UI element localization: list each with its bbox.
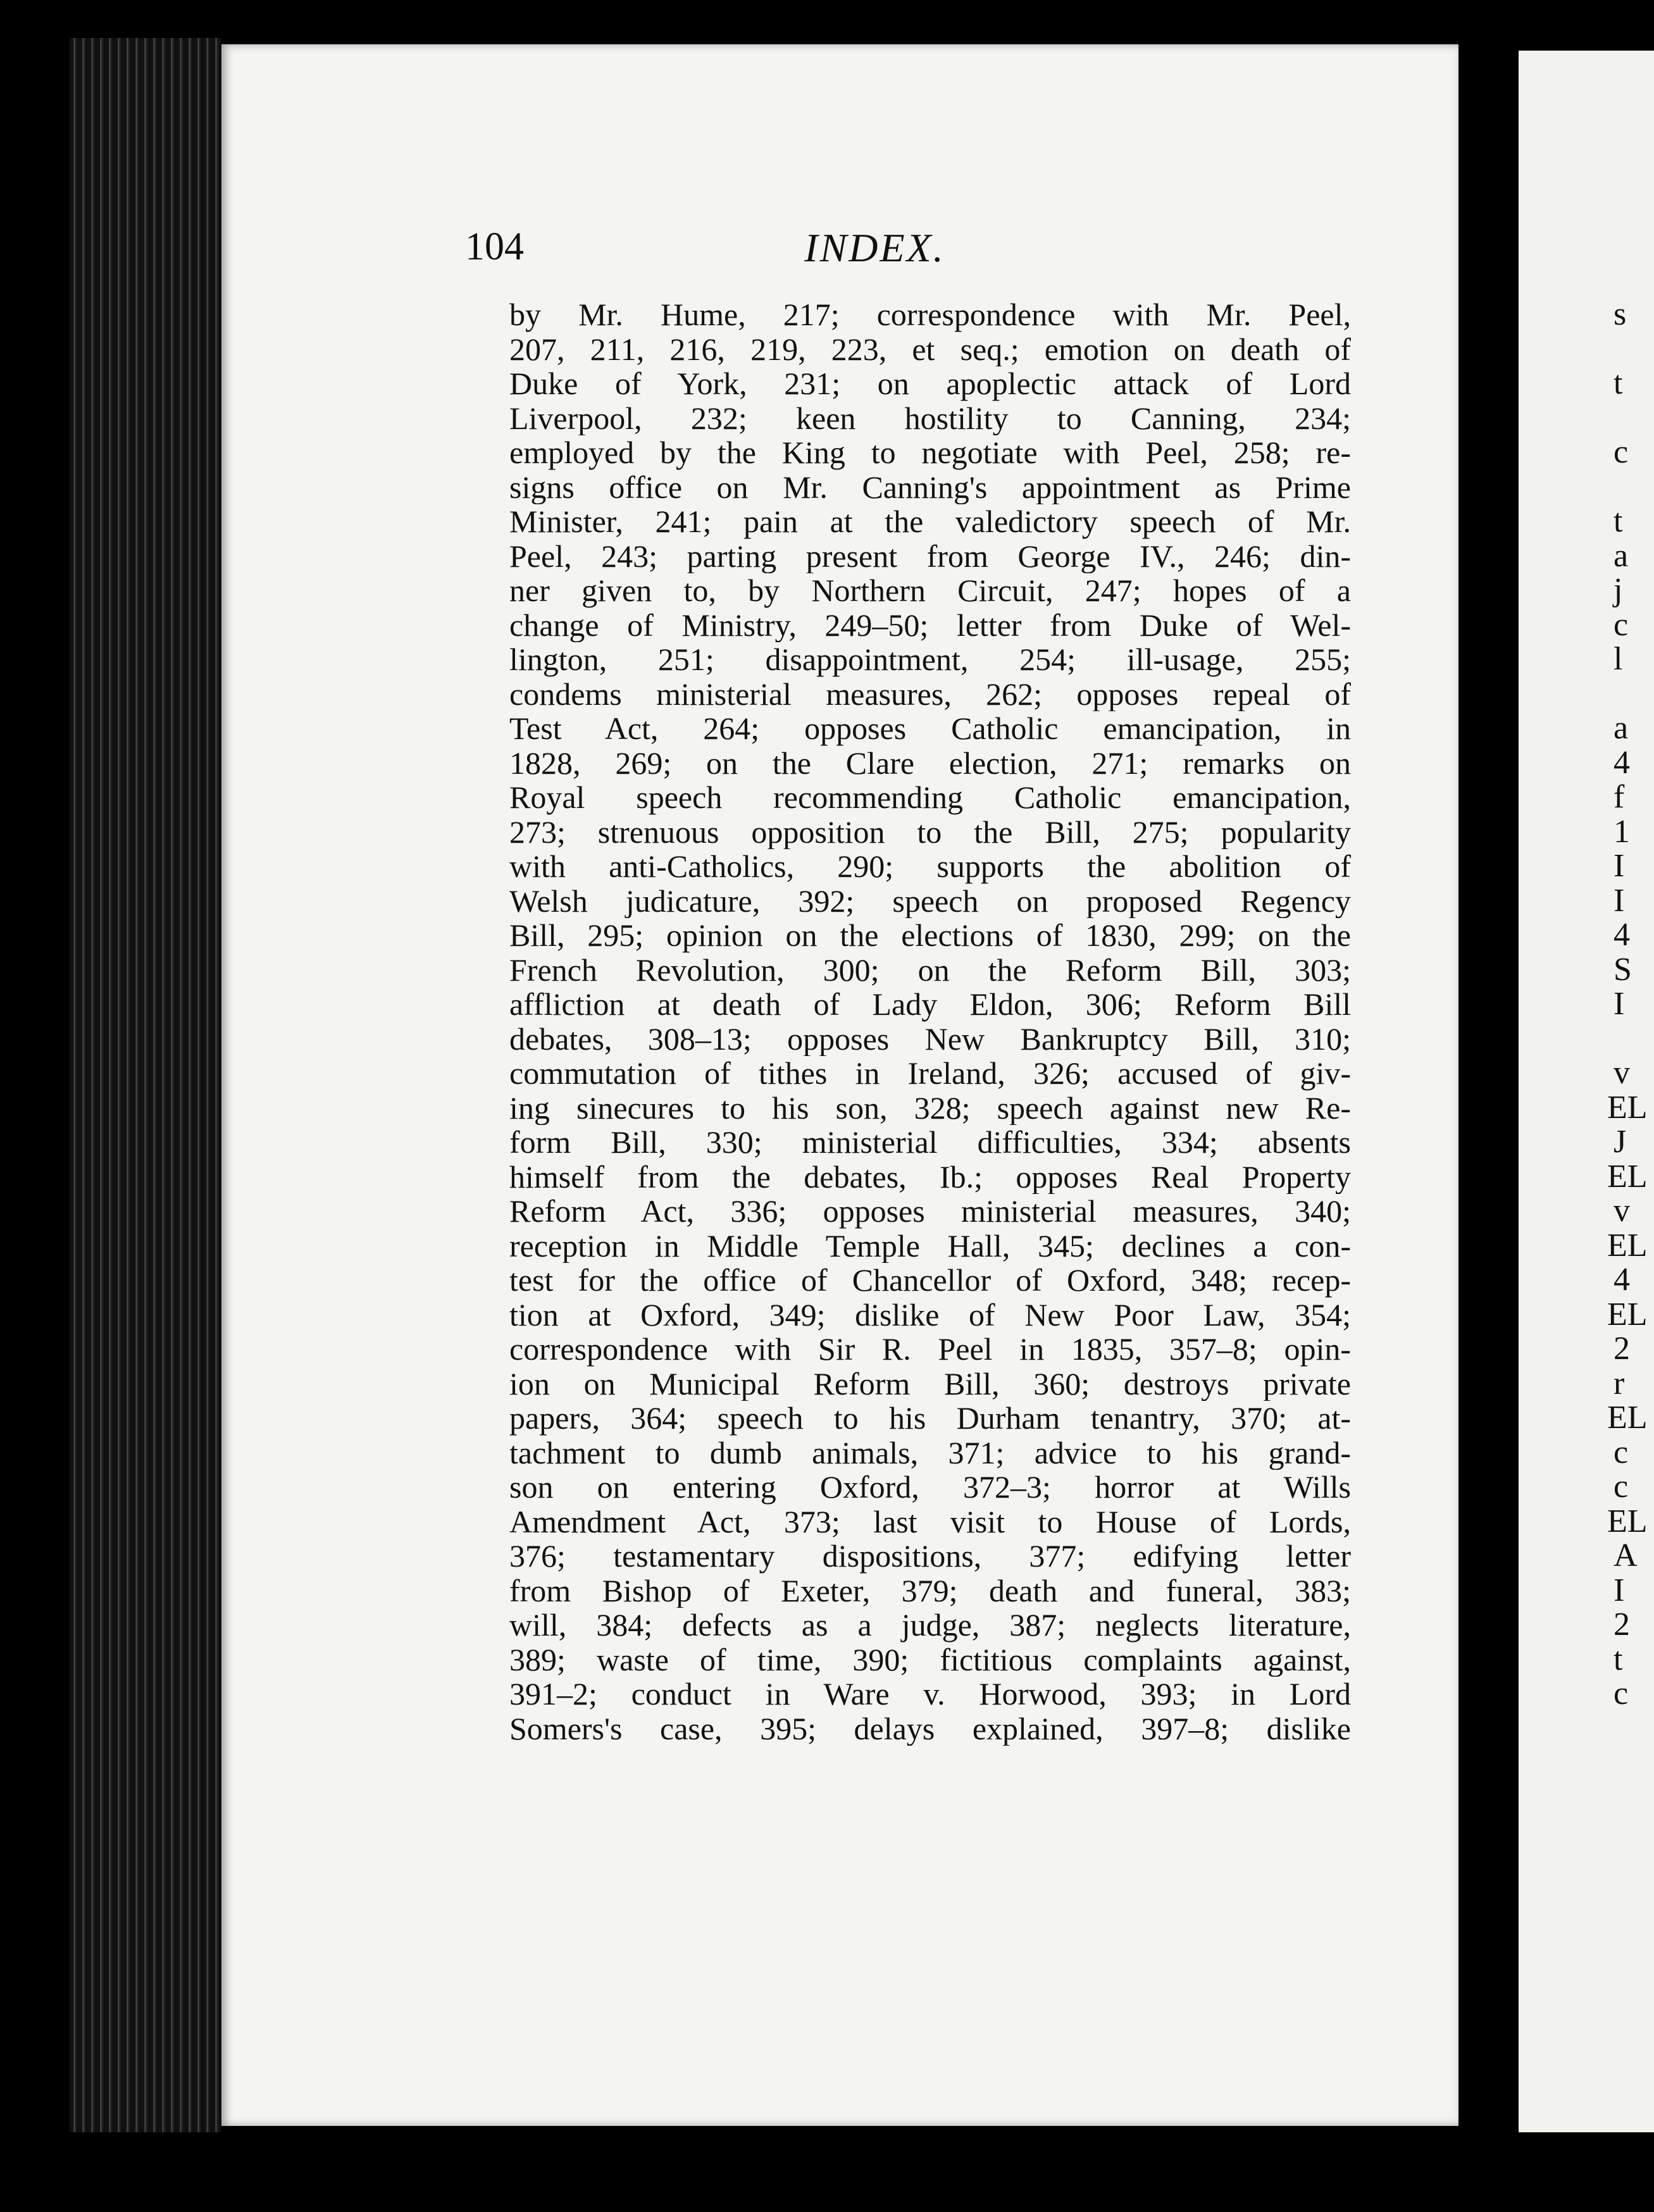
index-entry-text [509, 297, 1351, 1746]
facing-page-fragment: EL [1607, 1089, 1648, 1126]
facing-page-fragment: t [1614, 1641, 1623, 1677]
text-line: with anti-Catholics, 290; supports the abolition of [509, 849, 1351, 884]
facing-page-fragment: t [1614, 365, 1623, 401]
facing-page-fragment: EL [1607, 1227, 1648, 1264]
facing-page-fragment: s [1614, 296, 1627, 332]
text-line: Bill, 295; opinion on the elections of 1830, 299; on the [509, 918, 1351, 953]
page-number: 104 [465, 225, 524, 268]
running-head: INDEX. [804, 225, 945, 270]
text-line: employed by the King to negotiate with Peel, 258; re- [509, 435, 1351, 470]
text-line: ing sinecures to his son, 328; speech against new Re- [509, 1090, 1351, 1125]
text-line: Liverpool, 232; keen hostility to Canning, 234; [509, 401, 1351, 435]
text-line: signs office on Mr. Canning's appointment as Prime [509, 469, 1351, 504]
facing-page-fragment: A [1614, 1538, 1638, 1574]
text-line: form Bill, 330; ministerial difficulties, 334; absents [509, 1125, 1351, 1160]
facing-page-fragment: EL [1607, 1400, 1648, 1436]
facing-page-fragment: a [1614, 710, 1629, 746]
facing-page-fragment: I [1614, 882, 1625, 919]
facing-page-fragment: c [1614, 434, 1629, 470]
text-line: 1828, 269; on the Clare election, 271; remarks on [509, 745, 1351, 780]
facing-page-fragment: EL [1607, 1158, 1648, 1195]
text-line: reception in Middle Temple Hall, 345; declines a con- [509, 1228, 1351, 1263]
text-line: 389; waste of time, 390; fictitious complaints against, [509, 1642, 1351, 1677]
facing-page-fragment: I [1614, 1572, 1625, 1608]
text-line: Amendment Act, 373; last visit to House of Lords, [509, 1504, 1351, 1539]
page-header [221, 225, 1458, 294]
facing-page-fragment: I [1614, 986, 1625, 1022]
facing-page-fragment: f [1614, 779, 1625, 815]
facing-page-fragment: 2 [1614, 1606, 1630, 1643]
text-line: 376; testamentary dispositions, 377; edifying letter [509, 1539, 1351, 1574]
facing-page-fragment: 4 [1614, 1262, 1630, 1298]
text-line: Welsh judicature, 392; speech on proposed Regency [509, 883, 1351, 918]
facing-page-fragment: t [1614, 503, 1623, 539]
facing-page-fragment: c [1614, 1434, 1629, 1470]
text-line: lington, 251; disappointment, 254; ill-usage, 255; [509, 642, 1351, 677]
text-line: Royal speech recommending Catholic emancipation, [509, 780, 1351, 815]
facing-page-fragment: v [1614, 1055, 1630, 1091]
facing-page-fragment: j [1614, 572, 1623, 608]
text-line: Peel, 243; parting present from George IV., 246; din- [509, 538, 1351, 573]
text-line: Minister, 241; pain at the valedictory speech of Mr. [509, 504, 1351, 539]
text-line: condems ministerial measures, 262; opposes repeal of [509, 676, 1351, 711]
text-line: himself from the debates, Ib.; opposes Real Property [509, 1159, 1351, 1194]
facing-page-fragment: J [1614, 1124, 1627, 1160]
text-line: ion on Municipal Reform Bill, 360; destroys private [509, 1366, 1351, 1401]
text-line: 207, 211, 216, 219, 223, et seq.; emotion on death of [509, 332, 1351, 366]
facing-page-fragment: 1 [1614, 813, 1630, 850]
text-line: Somers's case, 395; delays explained, 397–8; dislike [509, 1711, 1351, 1746]
text-line: 273; strenuous opposition to the Bill, 275; popularity [509, 814, 1351, 849]
text-line: affliction at death of Lady Eldon, 306; Reform Bill [509, 987, 1351, 1022]
facing-page-fragment: 2 [1614, 1331, 1630, 1367]
text-line: tion at Oxford, 349; dislike of New Poor Law, 354; [509, 1297, 1351, 1332]
text-line: tachment to dumb animals, 371; advice to his grand- [509, 1435, 1351, 1470]
facing-page-fragment: EL [1607, 1296, 1648, 1333]
facing-page-fragment: a [1614, 537, 1629, 574]
facing-page-fragment: v [1614, 1193, 1630, 1229]
facing-page-fragment: r [1614, 1365, 1625, 1401]
facing-page [1519, 51, 1654, 2132]
text-line: debates, 308–13; opposes New Bankruptcy Bill, 310; [509, 1021, 1351, 1056]
facing-page-fragment: S [1614, 951, 1632, 988]
text-line: will, 384; defects as a judge, 387; neglects literature, [509, 1608, 1351, 1643]
text-line: son on entering Oxford, 372–3; horror at Wills [509, 1470, 1351, 1505]
facing-page-fragment: c [1614, 1675, 1629, 1712]
facing-page-fragment: 4 [1614, 744, 1630, 781]
text-line: by Mr. Hume, 217; correspondence with Mr. Peel, [509, 297, 1351, 332]
text-line: from Bishop of Exeter, 379; death and funeral, 383; [509, 1573, 1351, 1608]
text-line: change of Ministry, 249–50; letter from Duke of Wel- [509, 607, 1351, 642]
book-page-edges [70, 38, 221, 2132]
text-line: Test Act, 264; opposes Catholic emancipation, in [509, 711, 1351, 746]
facing-page-fragment: l [1614, 641, 1623, 677]
text-line: Reform Act, 336; opposes ministerial measures, 340; [509, 1194, 1351, 1229]
text-line: correspondence with Sir R. Peel in 1835, 357–8; opin- [509, 1332, 1351, 1367]
text-line: papers, 364; speech to his Durham tenantry, 370; at- [509, 1401, 1351, 1436]
text-line: Duke of York, 231; on apoplectic attack of Lord [509, 366, 1351, 401]
facing-page-fragment: I [1614, 848, 1625, 884]
facing-page-fragment: EL [1607, 1503, 1648, 1539]
gutter-shadow [1458, 38, 1519, 2132]
text-line: commutation of tithes in Ireland, 326; accused of giv- [509, 1056, 1351, 1091]
facing-page-fragment: c [1614, 606, 1629, 643]
facing-page-fragment: c [1614, 1469, 1629, 1505]
text-line: ner given to, by Northern Circuit, 247; hopes of a [509, 573, 1351, 608]
text-line: 391–2; conduct in Ware v. Horwood, 393; in Lord [509, 1677, 1351, 1712]
text-line: French Revolution, 300; on the Reform Bill, 303; [509, 952, 1351, 987]
facing-page-fragment: 4 [1614, 917, 1630, 953]
text-line: test for the office of Chancellor of Oxford, 348; recep- [509, 1263, 1351, 1298]
